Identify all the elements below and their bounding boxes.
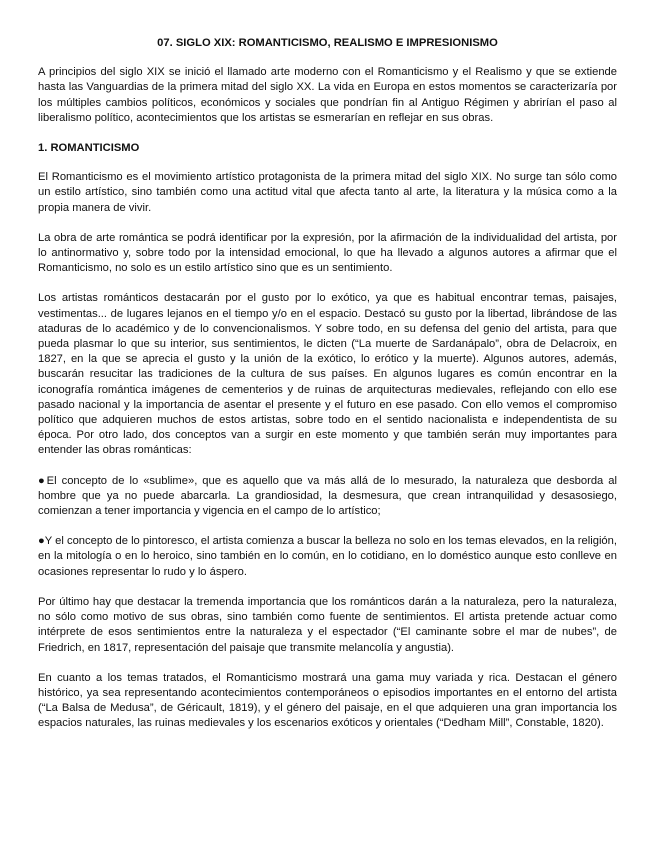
- document-title: 07. SIGLO XIX: ROMANTICISMO, REALISMO E IMPRESIONISMO: [157, 37, 498, 49]
- document-page: [38, 36, 617, 747]
- paragraph-definition: El Romanticismo es el movimiento artístico protagonista de la primera mitad del siglo XIX. No surge tan sólo como un estilo artístico, sino también como una actitud vital que afecta tanto al arte, la literatura y la música como a la propia manera de vivir.: [38, 171, 617, 214]
- paragraph-obra-romantica: La obra de arte romántica se podrá identificar por la expresión, por la afirmación de la individualidad del artista, por lo antinormativo y, sobre todo por la intensidad emocional, lo que ha llevado a algunos autores a afirmar que el Romanticismo, no solo es un estilo artístico sino que es un sentimiento.: [38, 231, 617, 275]
- bullet-sublime: ●El concepto de lo «sublime», que es aquello que va más allá de lo mesurado, la naturaleza que desborda al hombre que ya no puede abarcarla. La grandiosidad, la desmesura, que crean intranquilidad y desasosiego, comienzan a tener importancia y vigencia en el campo de lo artístico;: [38, 474, 617, 518]
- paragraph-artistas: Los artistas románticos destacarán por el gusto por lo exótico, ya que es habitual encontrar temas, paisajes, vestimentas... de lugares lejanos en el tiempo y/o en el espacio. Destacó su gusto por la libertad, librándose de las ataduras de lo académico y de lo convencionalismos. Y sobre todo, en su defensa del genio del artista, para que pueda plasmar lo que su interior, sus sentimientos, le dicten (“La muerte de Sardanápalo”, obra de Delacroix, en 1827, en la que se aprecia el gusto y la unión de la exótico, lo erótico y la muerte). Algunos autores, además, buscarán resucitar las tradiciones de la cultura de sus países. En algunos lugares es común encontrar en la iconografía romántica imágenes de cementerios y de ruinas de arquitecturas medievales, reflejando con ello ese pasado nacional y la importancia de asentar el presente y el futuro en ese pasado. Con ello vemos el compromiso político que adquieren muchos de estos artistas, sobre todo en el sentido nacionalista e independentista de su época. Por otro lado, dos conceptos van a surgir en este momento y que también serán muy importantes para entender las obras románticas:: [38, 292, 617, 457]
- paragraph-temas: En cuanto a los temas tratados, el Romanticismo mostrará una gama muy variada y rica. Destacan el género histórico, ya sea representando acontecimientos contemporáneos o episodios importantes en el entorno del artista (“La Balsa de Medusa”, de Géricault, 1819), y el género del paisaje, en el que adquieren una gran importancia los espacios naturales, las ruinas medievales y los escenarios exóticos y orientales (“Dedham Mill”, Constable, 1820).: [38, 671, 617, 730]
- paragraph-naturaleza: Por último hay que destacar la tremenda importancia que los románticos darán a la naturaleza, pero la naturaleza, no sólo como motivo de sus obras, sino también como fuente de sentimientos. El artista pretende actuar como intérprete de esos sentimientos entre la naturaleza y el espectador (“El caminante sobre el mar de nubes”, de Friedrich, en 1817, representación del paisaje que transmite melancolía y angustia).: [38, 595, 617, 654]
- intro-paragraph: A principios del siglo XIX se inició el llamado arte moderno con el Romanticismo y el Realismo y que se extiende hasta las Vanguardias de la primera mitad del siglo XX. La vida en Europa en estos momentos se caracterizaría por los múltiples cambios políticos, económicos y sociales que pondrían fin al Antiguo Régimen y abrirían el paso al liberalismo político, acontecimientos que los artistas se esmerarían en reflejar en sus obras.: [38, 66, 617, 124]
- section-heading-romanticismo: 1. ROMANTICISMO: [38, 142, 140, 155]
- bullet-pintoresco: ●Y el concepto de lo pintoresco, el artista comienza a buscar la belleza no solo en los temas elevados, en la religión, en la mitología o en lo heroico, sino también en lo común, en lo cotidiano, en lo doméstico aunque esto conlleve en ocasiones representar lo rudo y lo áspero.: [38, 535, 617, 578]
